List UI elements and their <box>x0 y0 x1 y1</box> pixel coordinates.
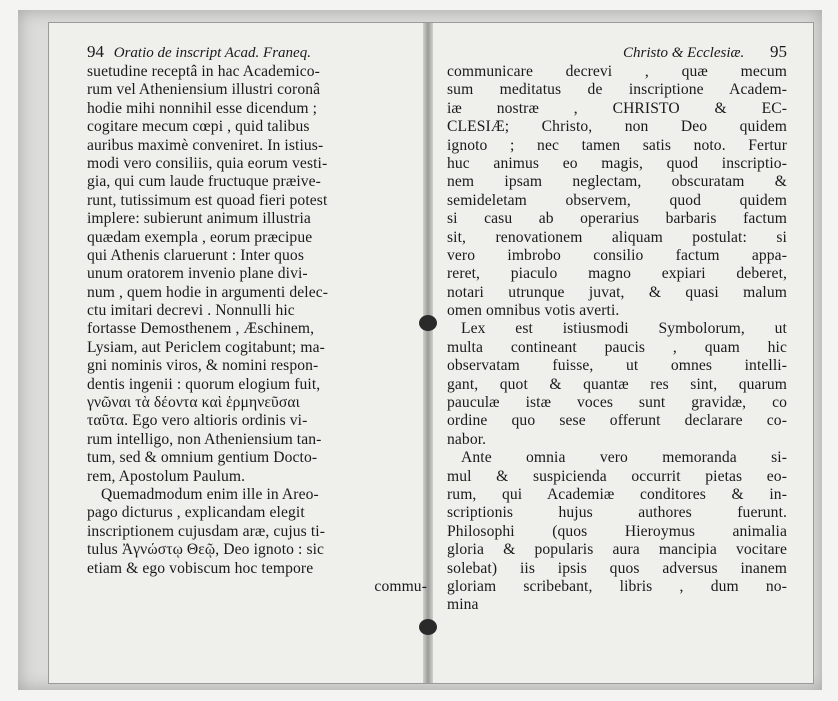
text-line: solebat) iis ipsis quos adversus inanem <box>447 559 787 577</box>
text-line: gia, qui cum laude fructuque præive- <box>87 173 321 191</box>
text-line: runt, tutissimum est quoad fieri potest <box>87 191 328 209</box>
text-line: rum intelligo, non Atheniensium tan- <box>87 430 322 448</box>
text-line: communicare decrevi , quæ mecum <box>447 63 787 80</box>
text-line: commu- <box>374 577 427 595</box>
text-line: CLESIÆ; Christo, non Deo quidem <box>447 118 787 136</box>
text-line: ordine quo sese offerunt declarare co- <box>447 412 787 430</box>
text-line: vero imbrobo consilio factum appa- <box>447 246 787 264</box>
book-spread <box>48 22 814 684</box>
text-line: gni nominis viros, & nomini respon- <box>87 357 319 375</box>
text-line: rum vel Atheniensium illustri coronâ <box>87 81 321 99</box>
text-line: sit, renovationem aliquam postulat: si <box>447 228 787 246</box>
text-line: nem ipsam neglectam, obscuratam & <box>447 173 787 191</box>
text-line: mina <box>447 596 479 614</box>
text-line: pauculæ istæ voces sunt gravidæ, co <box>447 394 787 412</box>
text-line: Lysiam, aut Periclem cogitabunt; ma- <box>87 338 325 356</box>
text-line: fortasse Demosthenem , Æschinem, <box>87 320 315 338</box>
text-line: rum, qui Academiæ conditores & in- <box>447 485 787 503</box>
text-line: omen omnibus votis averti. <box>447 302 620 320</box>
text-line: ctu imitari decrevi . Nonnulli hic <box>87 302 295 320</box>
text-line: inscriptionem cujusdam aræ, cujus ti- <box>87 522 325 540</box>
text-line: suetudine receptâ in hac Academico- <box>87 63 320 80</box>
left-page-number: 94 <box>87 42 104 61</box>
text-line: quædam exempla , eorum præcipue <box>87 228 313 246</box>
left-page-header <box>87 41 427 63</box>
right-page-text <box>447 63 787 615</box>
text-line: gant, quot & quantæ res sint, quarum <box>447 375 787 393</box>
right-page-header <box>447 41 787 63</box>
text-line: notari utrunque juvat, & quasi malum <box>447 283 787 301</box>
text-line: tum, sed & omnium gentium Docto- <box>87 449 318 467</box>
text-line: huc animus eo magis, quod inscriptio- <box>447 154 787 172</box>
text-line: multa contineant paucis , quam hic <box>447 338 787 356</box>
text-line: num , quem hodie in argumenti delec- <box>87 283 329 301</box>
text-line: Quemadmodum enim ille in Areo- <box>101 485 319 503</box>
text-line: mul & suspicienda occurrit pietas eo- <box>447 467 787 485</box>
left-running-head: Oratio de inscript Acad. Franeq. <box>113 45 311 61</box>
text-line: dentis ingenii : quorum elogium fuit, <box>87 375 321 393</box>
text-line: hodie mihi nonnihil esse dicendum ; <box>87 99 318 117</box>
text-line: observatam fuisse, ut omnes intelli- <box>447 357 787 375</box>
text-line: pago dicturus , explicandam elegit <box>87 504 305 522</box>
text-line: scriptionis hujus authores fuerunt. <box>447 504 787 522</box>
text-line: Philosophi (quos Hieroymus animalia <box>447 522 787 540</box>
text-line: ταῦτα. Ego vero altioris ordinis vi- <box>87 412 308 430</box>
right-running-head: Christo & Ecclesiæ. <box>623 45 745 61</box>
text-line: iæ nostræ , CHRISTO & EC- <box>447 99 787 117</box>
text-line: etiam & ego vobiscum hoc tempore <box>87 559 314 577</box>
text-line: qui Athenis claruerunt : Inter quos <box>87 246 304 264</box>
text-line: implere: subierunt animum illustria <box>87 210 311 228</box>
text-line: cogitare mecum cœpi , quid talibus <box>87 118 310 136</box>
ink-smudge <box>419 619 437 635</box>
text-line: si casu ab operarius barbaris factum <box>447 210 787 228</box>
text-line: Lex est istiusmodi Symbolorum, ut <box>461 320 787 338</box>
left-page-text <box>87 63 427 596</box>
text-line: γνῶναι τὰ δέοντα καὶ ἑρμηνεῦσαι <box>87 394 300 412</box>
left-page <box>87 41 427 596</box>
text-line: gloria & popularis aura mancipia vocitare <box>447 541 787 559</box>
text-line: gloriam scribebant, libris , dum no- <box>447 577 787 595</box>
text-line: unum oratorem invenio plane divi- <box>87 265 308 283</box>
text-line: Ante omnia vero memoranda si- <box>461 449 787 467</box>
text-line: rem, Apostolum Paulum. <box>87 467 246 485</box>
text-line: auribus maximè conveniret. In istius- <box>87 136 324 154</box>
right-page-number: 95 <box>770 42 787 61</box>
right-page <box>447 41 787 615</box>
text-line: modi vero consiliis, quia eorum vesti- <box>87 154 328 172</box>
text-line: reret, piaculo magno expiari deberet, <box>447 265 787 283</box>
text-line: sum meditatus de inscriptione Academ- <box>447 81 787 99</box>
text-line: ignoto ; nec tamen satis noto. Fertur <box>447 136 787 154</box>
text-line: tulus Ἀγνώστῳ Θεῷ, Deo ignoto : sic <box>87 541 325 559</box>
text-line: semideletam observem, quod quidem <box>447 191 787 209</box>
text-line: nabor. <box>447 430 487 448</box>
